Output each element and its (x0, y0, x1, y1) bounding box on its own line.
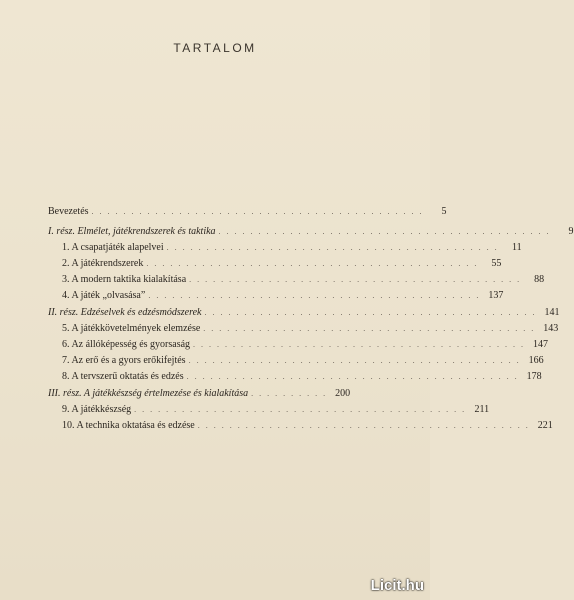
toc-entry-page: 9 (568, 226, 574, 237)
toc-entry-page: 88 (534, 274, 545, 285)
toc-entry-bevezetes (48, 206, 447, 218)
dot-leader: . . . . . . . . . . . . . . . . . . . . . . . . . . . . . . . . . . . . . . . . . . (134, 405, 467, 414)
toc-entry-chapter-3 (62, 274, 545, 286)
toc-entry-label: Bevezetés (48, 206, 89, 217)
toc-entry-page: 143 (543, 323, 559, 334)
toc-entry-chapter-8 (62, 371, 542, 383)
toc-entry-label: 8. A tervszerű oktatás és edzés (62, 371, 184, 382)
dot-leader: . . . . . . . . . . . . . . . . . . . . . . . . . . . . . . . . . . . . . . . . . . (218, 227, 551, 236)
page-title: TARTALOM (173, 41, 257, 55)
toc-entry-chapter-4 (62, 290, 504, 302)
toc-entry-chapter-10 (62, 420, 553, 432)
toc-entry-label: 10. A technika oktatása és edzése (62, 420, 195, 431)
toc-entry-chapter-6 (62, 339, 549, 351)
dot-leader: . . . . . . . . . . . . . . . . . . . . . . . . . . . . . . . . . . . . . . . . . . (197, 421, 530, 430)
toc-entry-part-1 (48, 226, 574, 238)
toc-entry-chapter-5 (62, 323, 559, 335)
toc-entry-page: 200 (335, 388, 351, 399)
toc-entry-page: 11 (512, 242, 522, 253)
toc-entry-page: 5 (441, 206, 447, 217)
dot-leader: . . . . . . . . . . . . . . . . . . . . . . . . . . . . . . . . . . . . . . . . . . (203, 324, 536, 333)
toc-entry-label: 7. Az erő és a gyors erőkifejtés (62, 355, 186, 366)
dot-leader: . . . . . . . . . . . . . . . . . . . . . . . . . . . . . . . . . . . . . . . . . . (146, 259, 479, 268)
toc-entry-chapter-9 (62, 404, 490, 416)
dot-leader: . . . . . . . . . . . . . . . . . . . . . . . . . . . . . . . . . . . . . . . . . . (91, 207, 424, 216)
toc-entry-label: 4. A játék „olvasása” (62, 290, 146, 301)
dot-leader: . . . . . . . . . . . . . . . . . . . . . . . . . . . . . . . . . . . . . . . . . . (188, 356, 521, 365)
toc-entry-part-2 (48, 307, 560, 319)
dot-leader: . . . . . . . . . . . . . . . . . . . . . . . . . . . . . . . . . . . . . . . . . . (189, 275, 522, 284)
toc-entry-label: III. rész. A játékkészség értelmezése és kialakítása (48, 388, 249, 399)
dot-leader: . . . . . . . . . . . . . . . . . . . . . . . . . . . . . . . . . . . . . . . . . . (193, 340, 526, 349)
toc-entry-label: 9. A játékkészség (62, 404, 132, 415)
toc-entry-part-3 (48, 388, 351, 400)
toc-entry-page: 178 (526, 371, 542, 382)
toc-entry-page: 166 (528, 355, 544, 366)
toc-entry-chapter-2 (62, 258, 502, 270)
toc-entry-page: 141 (544, 307, 560, 318)
dot-leader: . . . . . . . . . . . . . . . . . . . . . . . . . . . . . . . . . . . . . . . . . . (204, 308, 537, 317)
toc-entry-page: 55 (491, 258, 502, 269)
toc-entry-chapter-1 (62, 242, 522, 254)
dot-leader: . . . . . . . . . . . . . . . . . . . . . . . . . . . . . . . . . . . . . . . . . . (166, 243, 499, 252)
toc-entry-label: I. rész. Elmélet, játékrendszerek és taktika (48, 226, 216, 237)
toc-entry-page: 221 (537, 420, 553, 431)
toc-entry-label: 2. A játékrendszerek (62, 258, 144, 269)
toc-entry-label: 1. A csapatjáték alapelvei (62, 242, 164, 253)
toc-entry-label: 6. Az állóképesség és gyorsaság (62, 339, 191, 350)
toc-entry-label: 5. A játékkövetelmények elemzése (62, 323, 201, 334)
toc-entry-label: II. rész. Edzéselvek és edzésmódszerek (48, 307, 202, 318)
dot-leader: . . . . . . . . . . . . . . . . . . . . . . . . . . . . . . . . . . . . . . . . . . (186, 372, 519, 381)
dot-leader: . . . . . . . . . . (251, 389, 328, 398)
toc-entry-page: 147 (533, 339, 549, 350)
toc-entry-chapter-7 (62, 355, 544, 367)
watermark-logo: Licit.hu (370, 577, 424, 594)
toc-entry-page: 137 (488, 290, 504, 301)
toc-entry-label: 3. A modern taktika kialakítása (62, 274, 187, 285)
dot-leader: . . . . . . . . . . . . . . . . . . . . . . . . . . . . . . . . . . . . . . . . . . (148, 291, 481, 300)
toc-entry-page: 211 (474, 404, 490, 415)
